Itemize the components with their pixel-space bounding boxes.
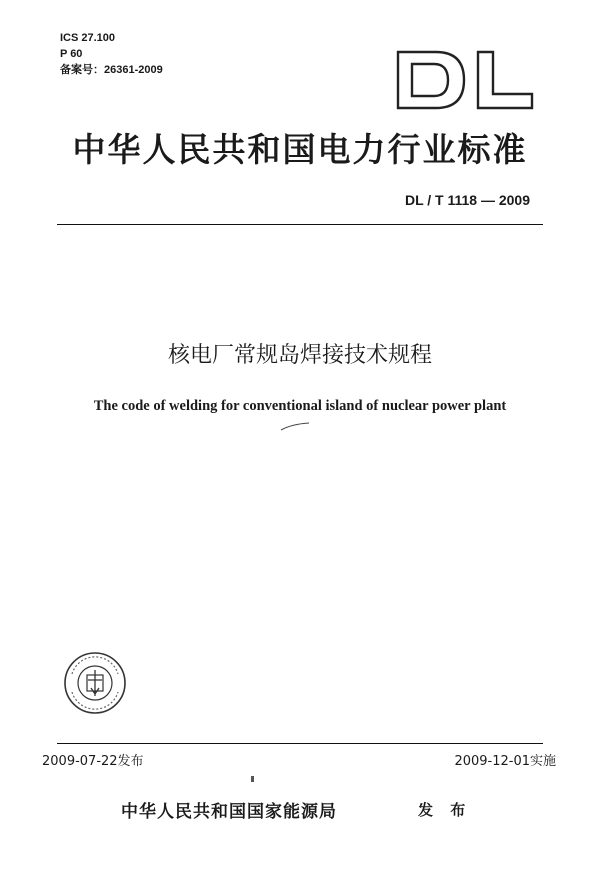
classification-block bbox=[60, 30, 163, 78]
publish-label: 发 布 bbox=[418, 801, 472, 819]
ics-code: ICS 27.100 bbox=[60, 32, 116, 44]
dl-logo-letter-l bbox=[478, 52, 532, 108]
record-number: 备案号：26361-2009 bbox=[60, 64, 163, 76]
implementation-date: 2009-12-01实施 bbox=[454, 754, 556, 769]
dl-logo-letter-d bbox=[398, 52, 464, 108]
publisher-seal-icon bbox=[62, 650, 128, 716]
bottom-divider bbox=[57, 743, 543, 744]
publisher-name: 中华人民共和国国家能源局 bbox=[121, 802, 337, 822]
scan-speck bbox=[251, 776, 254, 782]
standard-code: DL / T 1118 — 2009 bbox=[404, 192, 530, 208]
category-code: P 60 bbox=[60, 48, 83, 60]
dl-logo bbox=[392, 48, 538, 112]
english-title: The code of welding for conventional island of nuclear power plant bbox=[93, 398, 507, 414]
issue-date: 2009-07-22发布 bbox=[42, 754, 144, 769]
standard-type-title: 中华人民共和国电力行业标准 bbox=[72, 130, 528, 169]
chinese-title: 核电厂常规岛焊接技术规程 bbox=[167, 343, 432, 368]
top-divider bbox=[57, 224, 543, 225]
scan-stroke-mark bbox=[280, 422, 310, 432]
